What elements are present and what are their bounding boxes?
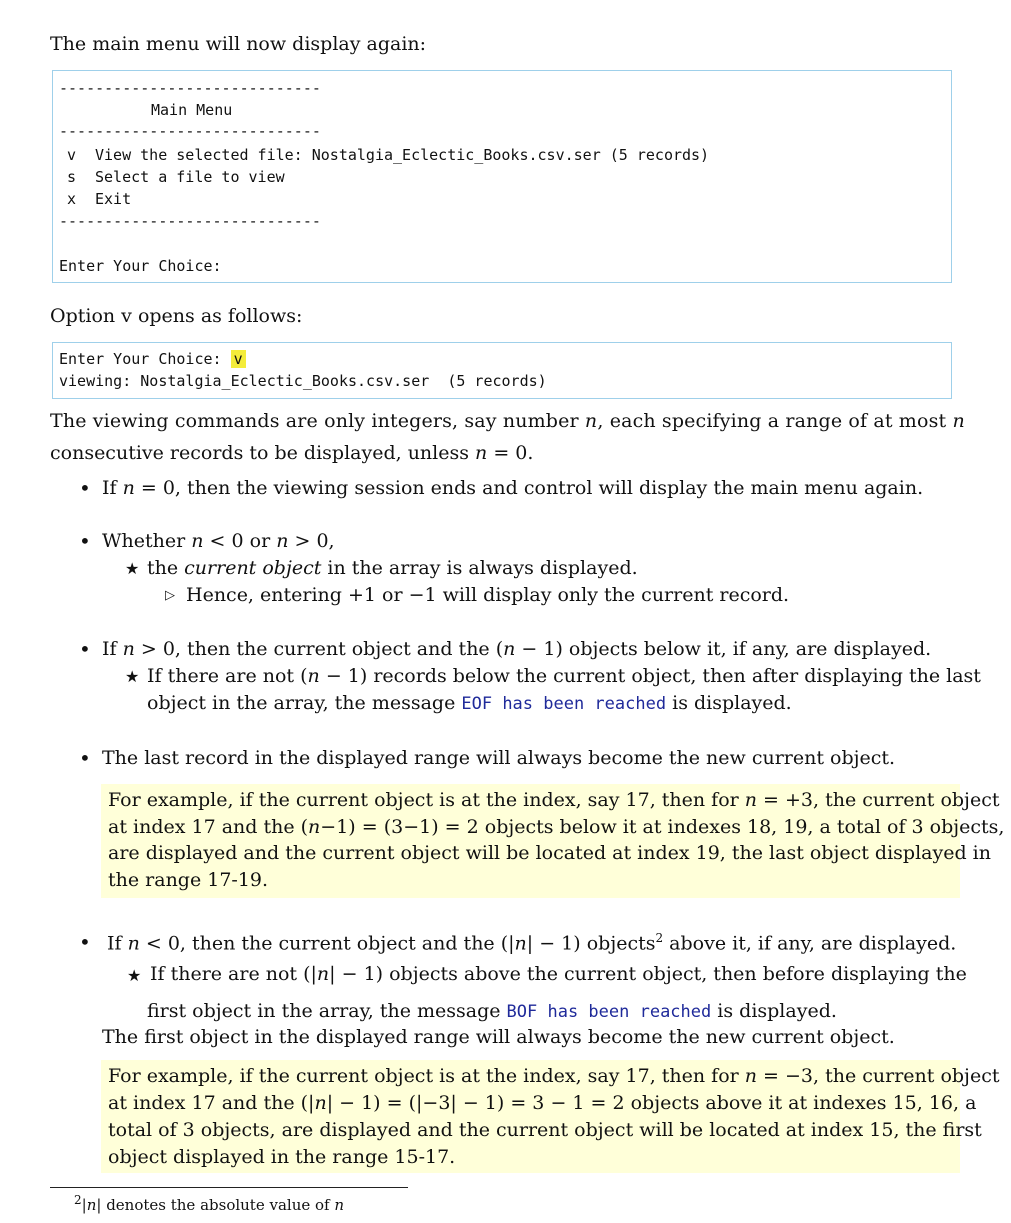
text: Whether [102, 530, 192, 552]
text: For example, if the current object is at the index, say 17, then for [108, 1065, 745, 1087]
triangle-icon: ▷ [165, 588, 175, 603]
bullet-text [102, 477, 923, 499]
math-var: n [122, 638, 135, 660]
paragraph-line [50, 410, 965, 432]
footnote-mark: 2 [74, 1193, 82, 1207]
sub-sub-bullet-text: Hence, entering +1 or −1 will display only the current record. [186, 584, 790, 606]
sub-bullet-text [150, 963, 967, 985]
text: − 1) objects below it, if any, are displayed. [515, 638, 932, 660]
console-viewing: viewing: Nostalgia_Eclectic_Books.csv.ser (5 records) [59, 372, 547, 390]
star-icon: ★ [125, 559, 140, 578]
math-var: n [316, 963, 330, 985]
math-var: n [276, 530, 289, 552]
console-input: v [231, 350, 246, 368]
text: , each specifying a range of at most [597, 410, 953, 432]
text: in the array is always displayed. [321, 557, 638, 579]
text: < 0, then the current object and the (| [139, 932, 515, 955]
menu-prompt: Enter Your Choice: [59, 257, 222, 275]
text: | denotes the absolute value of [96, 1196, 335, 1214]
math-var: n [744, 1065, 758, 1087]
star-icon: ★ [125, 667, 140, 686]
menu-key-v: v [67, 146, 77, 164]
menu-separator: ----------------------------- [59, 212, 321, 230]
text: The viewing commands are only integers, say number [50, 410, 585, 432]
code-message: EOF has been reached [461, 694, 667, 714]
console-prompt-line [59, 350, 246, 368]
math-var: n [334, 1196, 345, 1214]
math-var: n [744, 789, 758, 811]
text: the [147, 557, 185, 579]
math-var: n [503, 638, 516, 660]
text: < 0 or [203, 530, 277, 552]
example-line [108, 1065, 999, 1087]
console-prompt: Enter Your Choice: [59, 350, 222, 368]
emphasis: current object [184, 557, 322, 579]
menu-key-s: s [67, 168, 77, 186]
text: first object in the array, the message [147, 1000, 507, 1022]
math-var: n [191, 530, 204, 552]
text: is displayed. [666, 692, 792, 714]
text: If [102, 477, 123, 499]
example-line: object displayed in the range 15-17. [108, 1146, 456, 1168]
text: > 0, then the current object and the ( [134, 638, 504, 660]
intro-text: The main menu will now display again: [50, 33, 427, 55]
footnote-ref: 2 [655, 931, 664, 945]
sub-bullet-text [147, 1000, 837, 1022]
text: −1) = (3−1) = 2 objects below it at indexes 18, 19, a total of 3 objects, [320, 816, 1005, 838]
text: If there are not ( [147, 665, 308, 687]
code-message: BOF has been reached [506, 1002, 712, 1022]
bullet-text: The last record in the displayed range will always become the new current object. [102, 747, 896, 769]
example-line: are displayed and the current object will be located at index 19, the last object displayed in [108, 842, 991, 864]
bullet-icon: • [79, 746, 91, 770]
bullet-icon: • [79, 529, 91, 553]
bullet-icon: • [79, 637, 91, 661]
paragraph-line [50, 442, 533, 464]
text: | − 1) = (|−3| − 1) = 3 − 1 = 2 objects above it at indexes 15, 16, a [326, 1092, 977, 1114]
text: | − 1) objects [526, 932, 656, 955]
text: − 1) records below the current object, then after displaying the last [319, 665, 981, 687]
footnote [74, 1193, 344, 1214]
sub-bullet-text [147, 557, 638, 579]
example-line: the range 17-19. [108, 869, 269, 891]
math-var: n [122, 477, 135, 499]
paragraph-line: The first object in the displayed range will always become the new current object. [102, 1026, 895, 1048]
math-var: n [308, 816, 321, 838]
sub-bullet-text [147, 692, 792, 714]
text: object in the array, the message [147, 692, 462, 714]
text: consecutive records to be displayed, unless [50, 442, 476, 464]
text: at index 17 and the ( [108, 816, 309, 838]
text: | − 1) objects above the current object, then before displaying the [329, 963, 967, 985]
math-var: n [86, 1196, 97, 1214]
bullet-text [107, 931, 956, 954]
menu-item-select: Select a file to view [95, 168, 285, 186]
text: If [107, 932, 128, 955]
star-icon: ★ [127, 966, 142, 985]
text: = +3, the current object [757, 789, 1000, 811]
math-var: n [127, 932, 140, 955]
menu-item-view: View the selected file: Nostalgia_Eclectic_Books.csv.ser (5 records) [95, 146, 710, 164]
example-line [108, 1092, 976, 1114]
menu-item-exit: Exit [95, 190, 132, 208]
sub-bullet-text [147, 665, 981, 687]
bullet-text [102, 530, 335, 552]
math-var: n [314, 1092, 327, 1114]
text: = 0. [487, 442, 534, 464]
text: above it, if any, are displayed. [663, 932, 957, 955]
bullet-icon: • [79, 930, 91, 954]
text: = −3, the current object [757, 1065, 1000, 1087]
math-var: n [514, 932, 527, 955]
menu-separator: ----------------------------- [59, 122, 321, 140]
text: If [102, 638, 123, 660]
example-line: total of 3 objects, are displayed and the current object will be located at index 15, the first [108, 1119, 982, 1141]
option-intro-text: Option v opens as follows: [50, 305, 303, 327]
math-var: n [475, 442, 488, 464]
text: > 0, [288, 530, 335, 552]
text: = 0, then the viewing session ends and control will display the main menu again. [134, 477, 924, 499]
menu-separator: ----------------------------- [59, 79, 321, 97]
bullet-icon: • [79, 476, 91, 500]
text: is displayed. [711, 1000, 837, 1022]
menu-key-x: x [67, 190, 77, 208]
text: at index 17 and the (| [108, 1092, 315, 1114]
console-box [52, 342, 952, 399]
text: For example, if the current object is at the index, say 17, then for [108, 789, 745, 811]
example-line [108, 789, 999, 811]
menu-title: Main Menu [151, 101, 233, 119]
bullet-text [102, 638, 931, 660]
footnote-rule [50, 1187, 408, 1188]
example-line [108, 816, 1004, 838]
text: | [81, 1196, 87, 1214]
main-menu-box [52, 70, 952, 283]
math-var: n [584, 410, 598, 432]
math-var: n [307, 665, 320, 687]
text: If there are not (| [150, 963, 317, 985]
math-var: n [952, 410, 965, 432]
